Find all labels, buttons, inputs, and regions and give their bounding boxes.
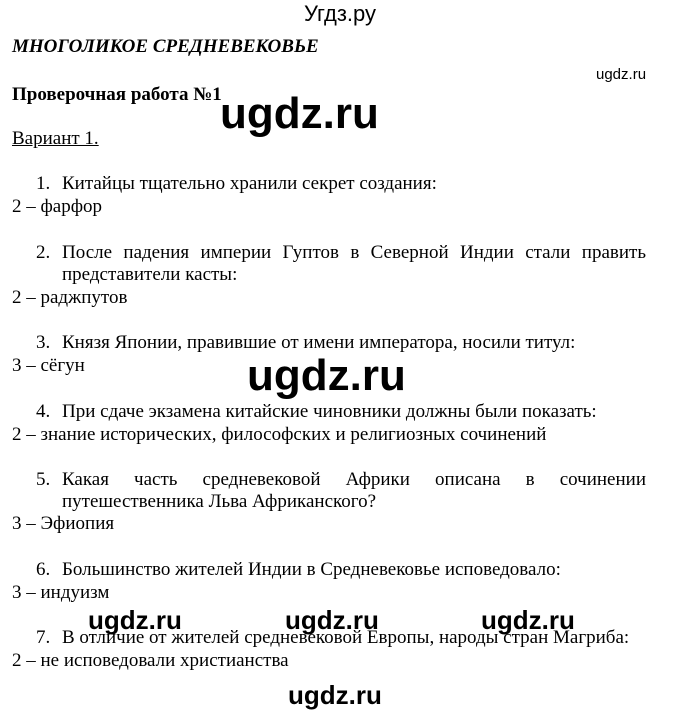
question-number: 6.: [36, 559, 51, 580]
watermark-bottom: ugdz.ru: [288, 680, 382, 710]
question-text: Большинство жителей Индии в Средневековье исповедовало:: [62, 559, 561, 580]
question-text: При сдаче экзамена китайские чиновники должны были показать:: [62, 401, 597, 422]
answer-4: 2 – знание исторических, философских и религиозных сочинений: [12, 424, 547, 445]
question-text: Князя Японии, правившие от имени императора, носили титул:: [62, 332, 576, 353]
question-6: [36, 559, 646, 581]
answer-5: 3 – Эфиопия: [12, 513, 115, 534]
answer-1: 2 – фарфор: [12, 196, 103, 217]
question-number: 1.: [36, 173, 51, 194]
answer-7: 2 – не исповедовали христианства: [12, 650, 289, 671]
question-5: [36, 469, 646, 513]
question-number: 7.: [36, 627, 51, 648]
answer-6: 3 – индуизм: [12, 582, 110, 603]
section-title: МНОГОЛИКОЕ СРЕДНЕВЕКОВЬЕ: [12, 36, 319, 57]
question-4: [36, 401, 646, 423]
work-title: Проверочная работа №1: [12, 84, 222, 105]
question-number: 3.: [36, 332, 51, 353]
variant-label: Вариант 1.: [12, 128, 99, 149]
question-text: После падения империи Гуптов в Северной Индии стали править представители касты:: [62, 242, 646, 285]
question-number: 4.: [36, 401, 51, 422]
watermark-row-center: ugdz.ru: [285, 605, 379, 635]
question-text: Какая часть средневековой Африки описана в сочинении путешественника Льва Африканского?: [62, 469, 646, 512]
question-number: 5.: [36, 469, 51, 490]
question-7: [36, 627, 646, 649]
watermark-row-right: ugdz.ru: [481, 605, 575, 635]
question-text: В отличие от жителей средневековой Европы, народы стран Магриба:: [62, 627, 630, 648]
question-number: 2.: [36, 242, 51, 263]
watermark-top: ugdz.ru: [220, 89, 379, 138]
question-1: [36, 173, 646, 195]
answer-2: 2 – раджпутов: [12, 287, 128, 308]
watermark-middle: ugdz.ru: [247, 351, 406, 400]
site-header: Угдз.ру: [303, 1, 377, 26]
question-2: [36, 242, 646, 286]
watermark-row-left: ugdz.ru: [88, 605, 182, 635]
answer-3: 3 – сёгун: [12, 355, 85, 376]
question-text: Китайцы тщательно хранили секрет создания:: [62, 173, 437, 194]
watermark-corner: ugdz.ru: [596, 66, 647, 83]
